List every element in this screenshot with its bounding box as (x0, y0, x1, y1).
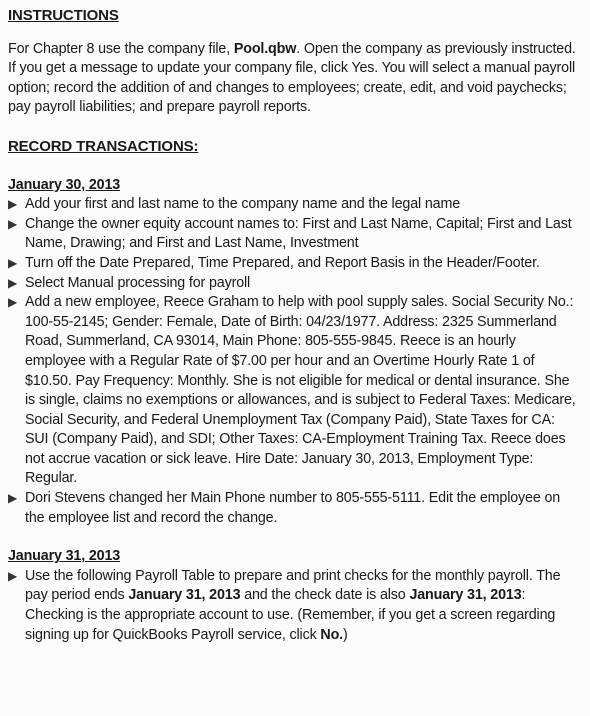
task-text-part: Use the following Payroll Table to prepare and print checks for the monthly payroll. The pay period ends (25, 567, 561, 604)
task-text: Add your first and last name to the company name and the legal name (25, 196, 461, 213)
bullet-arrow-icon: ▶ (8, 255, 18, 270)
bullet-arrow-icon: ▶ (8, 216, 18, 231)
task-item (8, 567, 580, 645)
jan-30-task-list (8, 195, 580, 528)
bullet-arrow-icon: ▶ (8, 491, 18, 506)
instructions-text-2: . Open the company as previously instructed. If you get a message to update your company file, click Yes. You will select a manual payroll option; record the addition of and changes to employees; create, edit, and void paychecks; pay payroll liabilities; and prepare payroll reports. (8, 40, 576, 116)
task-text-part: and the check date is also (240, 587, 410, 604)
bullet-arrow-icon: ▶ (8, 568, 18, 583)
task-text: Turn off the Date Prepared, Time Prepared, and Report Basis in the Header/Footer. (25, 254, 540, 271)
task-text: Add a new employee, Reece Graham to help with pool supply sales. Social Security No.: 100-55-2145; Gender: Female, Date of Birth: 04/23/1977. Address: 2325 Summerland Road, Summerland, CA 93014, Main Phone: 805-555-9845. Reece is an hourly employee with a Regular Rate of $7.00 per hour and an Overtime Hourly Rate 1 of $10.50. Pay Frequency: Monthly. She is not eligible for medical or dental insurance. She is single, claims no exemptions or allowances, and is subject to Federal Taxes: Medicare, Social Security, and Federal Unemployment Tax (Company Paid), State Taxes for CA: SUI (Company Paid), and SDI; Other Taxes: CA-Employment Training Tax. Reece does not accrue vacation or sick leave. Hire Date: January 30, 2013, Employment Type: Regular. (25, 294, 576, 487)
task-item (8, 195, 580, 215)
answer-no: No. (320, 626, 343, 643)
check-date: January 31, 2013 (409, 587, 522, 604)
task-text: Dori Stevens changed her Main Phone number to 805-555-5111. Edit the employee on the employee list and record the change. (25, 490, 561, 526)
task-text-part: ) (342, 626, 348, 643)
date-heading-jan-31: January 31, 2013 (8, 548, 121, 565)
company-file-name: Pool.qbw (233, 40, 297, 57)
bullet-arrow-icon: ▶ (8, 275, 18, 290)
instructions-paragraph (8, 40, 580, 118)
task-item (8, 254, 580, 274)
date-heading-jan-30: January 30, 2013 (8, 176, 121, 193)
bullet-arrow-icon: ▶ (8, 295, 18, 310)
task-item (8, 215, 580, 254)
task-text-part: : Checking is the appropriate account to use. (Remember, if you get a screen regarding signing up for QuickBooks Payroll service, click (25, 587, 556, 643)
task-text: Select Manual processing for payroll (25, 274, 251, 291)
bullet-arrow-icon: ▶ (8, 197, 18, 212)
instructions-heading: INSTRUCTIONS (8, 7, 119, 24)
task-item (8, 274, 580, 294)
record-transactions-heading: RECORD TRANSACTIONS: (8, 137, 199, 155)
jan-31-task-list (8, 567, 580, 645)
task-item (8, 293, 580, 489)
task-item (8, 489, 580, 528)
task-text: Change the owner equity account names to: First and Last Name, Capital; First and Last Name, Drawing; and First and Last Name, Investment (25, 215, 572, 252)
pay-period-end-date: January 31, 2013 (128, 587, 241, 604)
instructions-text-1: For Chapter 8 use the company file, (8, 40, 234, 57)
